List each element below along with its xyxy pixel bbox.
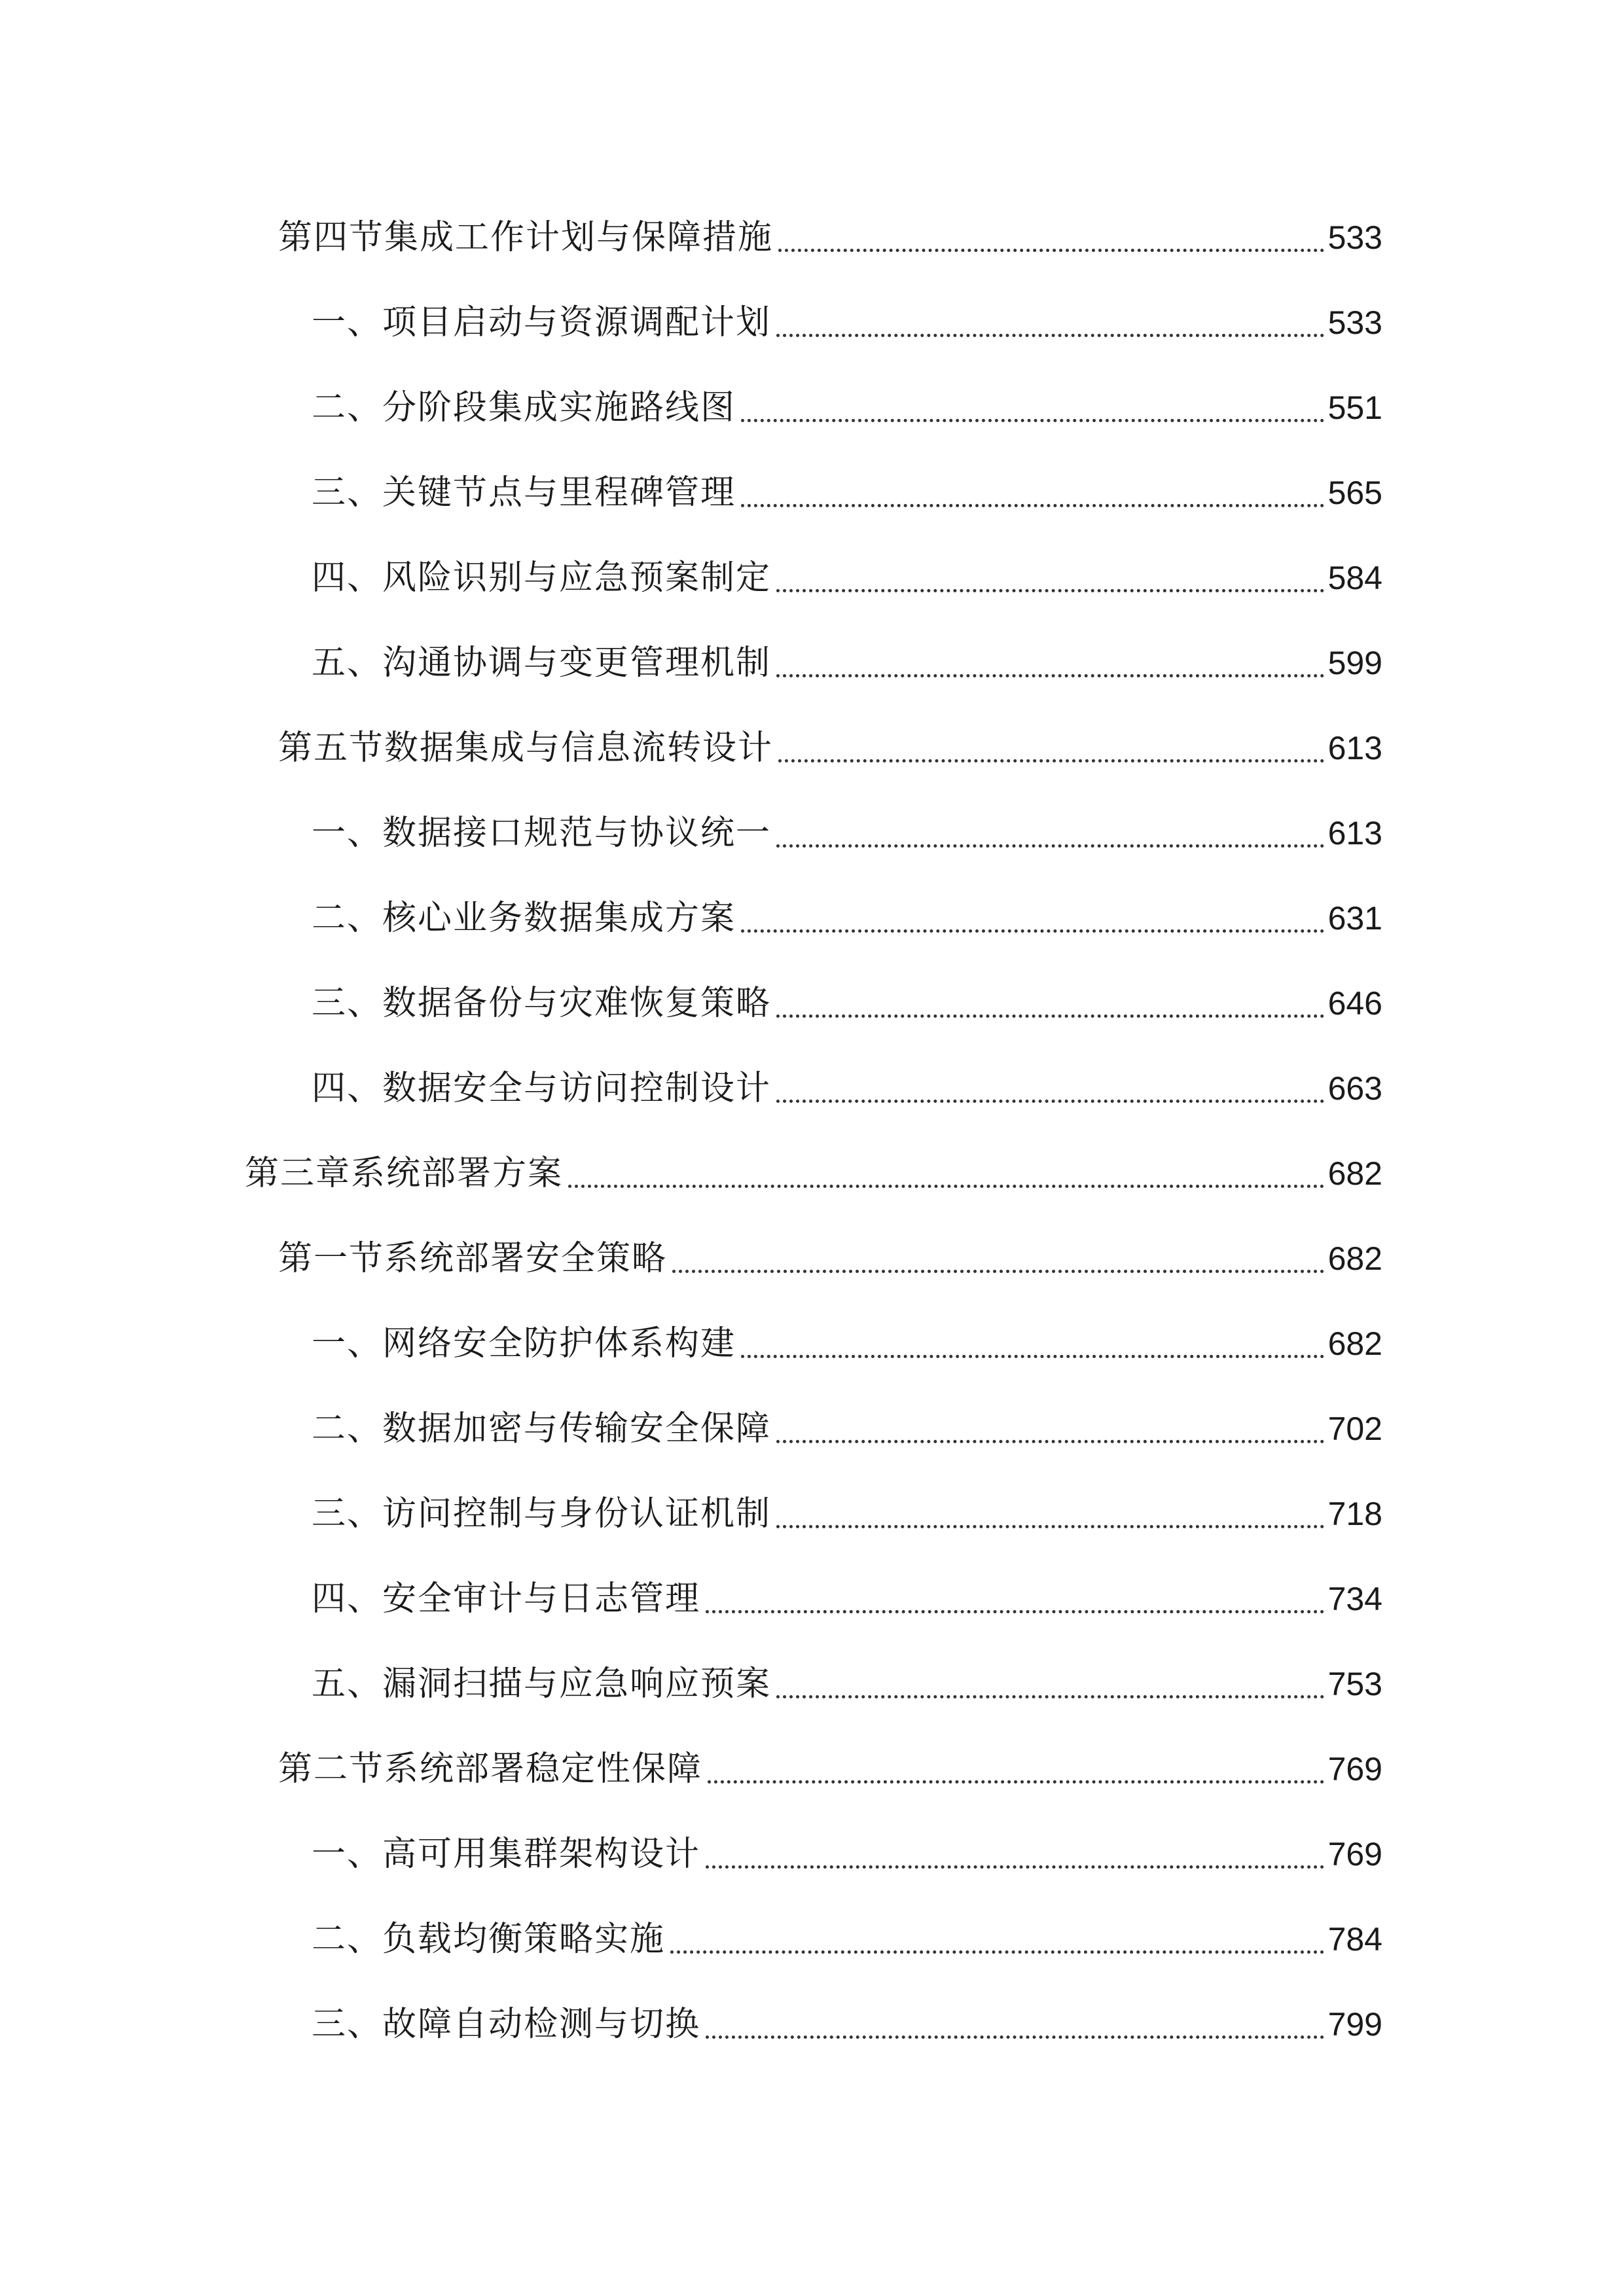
toc-entry-page: 631 [1327,900,1382,937]
toc-entry-title: 一、数据接口规范与协议统一 [312,814,772,853]
toc-entry[interactable] [278,722,1382,774]
toc-entry[interactable] [312,807,1382,859]
toc-entry-page: 799 [1327,2006,1382,2043]
toc-entry-page: 613 [1327,815,1382,852]
toc-entry-page: 682 [1327,1325,1382,1362]
toc-entry-title: 三、关键节点与里程碑管理 [312,473,736,512]
toc-entry-title: 二、负载均衡策略实施 [312,1920,666,1959]
toc-leader-dots [708,1780,1324,1784]
toc-entry-title: 二、数据加密与传输安全保障 [312,1409,772,1448]
toc-entry-title: 二、分阶段集成实施路线图 [312,388,736,427]
toc-entry-title: 四、风险识别与应急预案制定 [312,558,772,598]
toc-leader-dots [776,1014,1324,1018]
toc-entry[interactable] [312,382,1382,434]
toc-entry[interactable] [312,467,1382,519]
toc-entry-title: 四、安全审计与日志管理 [312,1579,701,1619]
toc-entry-title: 四、数据安全与访问控制设计 [312,1069,772,1108]
toc-entry-page: 663 [1327,1070,1382,1107]
toc-entry-title: 三、访问控制与身份认证机制 [312,1494,772,1534]
toc-entry-title: 第二节系统部署稳定性保障 [278,1749,703,1789]
toc-entry[interactable] [312,1488,1382,1540]
toc-entry[interactable] [278,211,1382,264]
toc-entry-title: 三、数据备份与灾难恢复策略 [312,984,772,1023]
toc-entry-title: 五、沟通协调与变更管理机制 [312,643,772,683]
toc-entry[interactable] [312,1403,1382,1455]
toc-entry[interactable] [278,1743,1382,1795]
toc-leader-dots [776,674,1324,677]
toc-entry-title: 一、项目启动与资源调配计划 [312,303,772,342]
toc-entry-page: 682 [1327,1155,1382,1192]
toc-entry-page: 769 [1327,1751,1382,1787]
toc-entry-page: 565 [1327,475,1382,511]
toc-entry-page: 533 [1327,304,1382,341]
toc-leader-dots [706,1610,1324,1613]
toc-entry[interactable] [312,1998,1382,2051]
toc-entry-title: 二、核心业务数据集成方案 [312,899,736,938]
toc-entry-page: 646 [1327,985,1382,1022]
toc-entry[interactable] [312,1658,1382,1710]
toc-entry-page: 784 [1327,1921,1382,1958]
toc-entry[interactable] [245,1147,1382,1200]
toc-leader-dots [778,249,1324,252]
toc-entry-page: 734 [1327,1581,1382,1617]
toc-leader-dots [776,334,1324,337]
toc-entry-page: 769 [1327,1836,1382,1873]
toc-entry-page: 599 [1327,645,1382,681]
toc-leader-dots [776,844,1324,848]
toc-entry-title: 一、网络安全防护体系构建 [312,1324,736,1363]
toc-entry[interactable] [312,637,1382,689]
toc-entry[interactable] [312,892,1382,944]
toc-entry[interactable] [278,1232,1382,1285]
toc-entry[interactable] [312,977,1382,1030]
toc-leader-dots [670,1950,1324,1954]
toc-leader-dots [776,1100,1324,1103]
toc-entry[interactable] [312,1913,1382,1965]
toc-leader-dots [776,1440,1324,1443]
toc-leader-dots [672,1270,1324,1273]
toc-entry-page: 584 [1327,560,1382,596]
toc-leader-dots [706,1865,1324,1869]
toc-entry[interactable] [312,1062,1382,1115]
toc-entry-page: 533 [1327,219,1382,256]
toc-entry-title: 第四节集成工作计划与保障措施 [278,218,774,257]
toc-entry-page: 551 [1327,389,1382,426]
toc-leader-dots [568,1185,1324,1188]
toc-leader-dots [741,1355,1324,1358]
toc-entry-title: 第五节数据集成与信息流转设计 [278,728,774,768]
toc-leader-dots [778,759,1324,762]
toc-entry[interactable] [312,552,1382,604]
toc-entry[interactable] [312,296,1382,349]
toc-leader-dots [741,929,1324,933]
toc-entry-page: 613 [1327,730,1382,766]
toc-leader-dots [741,504,1324,507]
toc-entry-title: 第三章系统部署方案 [245,1154,564,1193]
toc-entry-page: 753 [1327,1666,1382,1702]
toc-entry-page: 718 [1327,1496,1382,1532]
toc-entry-title: 五、漏洞扫描与应急响应预案 [312,1664,772,1704]
toc-entry-title: 三、故障自动检测与切换 [312,2005,701,2044]
toc-leader-dots [706,2036,1324,2039]
toc-entry-page: 702 [1327,1410,1382,1447]
toc-leader-dots [776,1525,1324,1528]
toc-entry[interactable] [312,1828,1382,1880]
toc-leader-dots [776,589,1324,592]
toc-leader-dots [741,419,1324,422]
toc-entry-title: 第一节系统部署安全策略 [278,1239,668,1278]
toc-entry[interactable] [312,1573,1382,1625]
toc-entry[interactable] [312,1318,1382,1370]
toc-entry-page: 682 [1327,1240,1382,1277]
toc-leader-dots [776,1695,1324,1698]
toc-entry-title: 一、高可用集群架构设计 [312,1835,701,1874]
